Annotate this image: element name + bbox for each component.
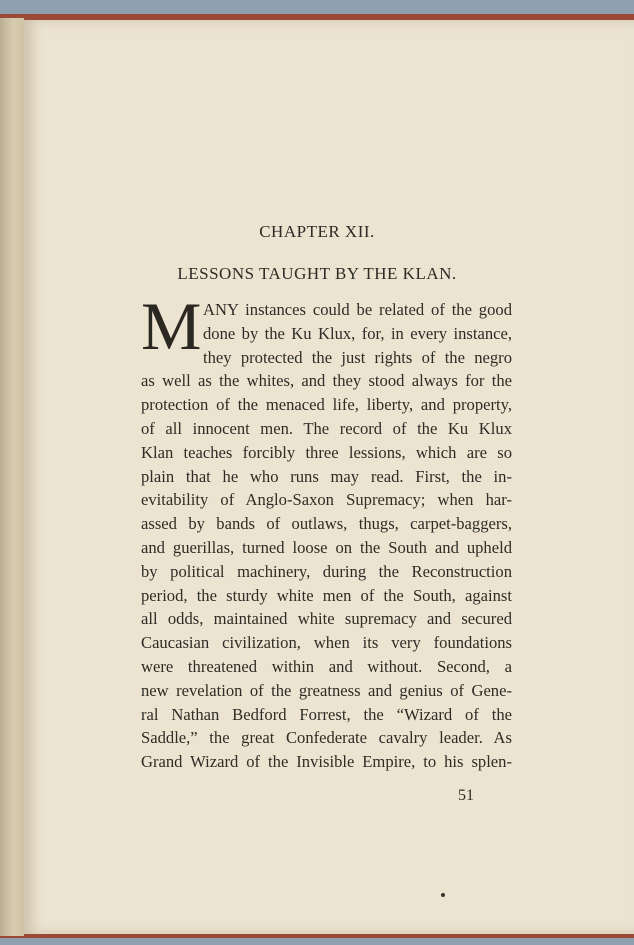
text-line: they protected the just rights of the negro (203, 347, 512, 367)
chapter-title: LESSONS TAUGHT BY THE KLAN. (177, 264, 457, 283)
text-line: all odds, maintained white supremacy and secured (141, 609, 512, 629)
text-line: ral Nathan Bedford Forrest, the “Wizard of the (141, 704, 512, 724)
text-line: done by the Ku Klux, for, in every instance, (203, 323, 512, 343)
body-text (141, 288, 512, 774)
page-number: 51 (458, 787, 474, 804)
text-line: of all innocent men. The record of the Ku Klux (141, 418, 512, 438)
text-line: and guerillas, turned loose on the South and upheld (141, 537, 512, 557)
text-line: Saddle,” the great Confederate cavalry leader. As (141, 728, 512, 748)
text-line: assed by bands of outlaws, thugs, carpet-baggers, (141, 514, 512, 534)
text-line: protection of the menaced life, liberty, and property, (141, 395, 512, 415)
chapter-number: CHAPTER XII. (259, 222, 375, 241)
drop-cap: M (141, 288, 202, 364)
text-line: by political machinery, during the Reconstruction (141, 561, 512, 581)
text-line: Caucasian civilization, when its very foundations (141, 633, 512, 653)
text-line: were threatened within and without. Second, a (141, 656, 512, 676)
text-line: as well as the whites, and they stood always for the (141, 371, 512, 391)
text-line: evitability of Anglo-Saxon Supremacy; when har- (141, 490, 512, 510)
text-line: plain that he who runs may read. First, the in- (141, 466, 512, 486)
text-line: period, the sturdy white men of the South, against (141, 585, 512, 605)
facing-page-edge (0, 18, 24, 936)
paper-speck (441, 893, 445, 897)
text-line: Klan teaches forcibly three lessions, which are so (141, 442, 512, 462)
text-line: ANY instances could be related of the good (203, 300, 512, 319)
text-line: new revelation of the greatness and genius of Gene- (141, 680, 512, 700)
text-line: Grand Wizard of the Invisible Empire, to his splen- (141, 752, 512, 772)
